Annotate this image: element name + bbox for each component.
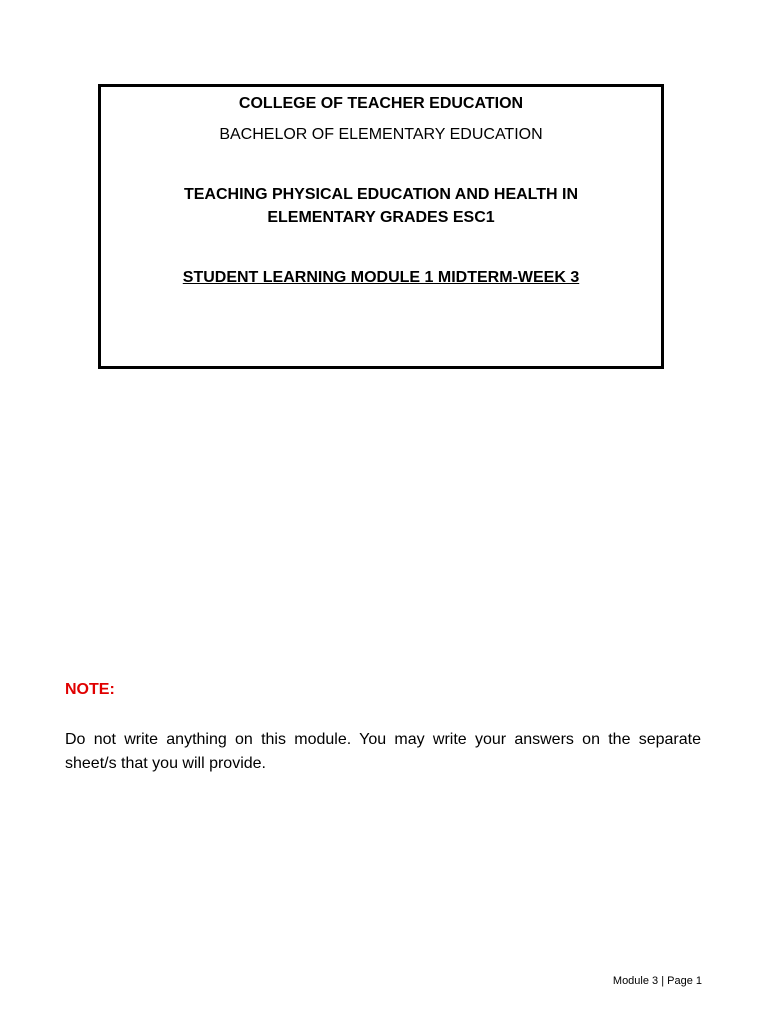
college-name: COLLEGE OF TEACHER EDUCATION: [238, 95, 524, 112]
page-footer: Module 3 | Page 1: [612, 975, 702, 987]
module-title: [101, 267, 661, 289]
cover-title-box: [98, 84, 664, 369]
course-title-line-2: ELEMENTARY GRADES ESC1: [267, 209, 495, 226]
note-label: NOTE:: [65, 681, 115, 698]
note-text: Do not write anything on this module. You may write your answers on the separate sheet/s that you will provide.: [65, 731, 701, 772]
program-name: BACHELOR OF ELEMENTARY EDUCATION: [219, 126, 543, 143]
module-title-text: STUDENT LEARNING MODULE 1 MIDTERM-WEEK 3: [182, 269, 580, 286]
course-title-line-1: TEACHING PHYSICAL EDUCATION AND HEALTH IN: [183, 186, 579, 203]
